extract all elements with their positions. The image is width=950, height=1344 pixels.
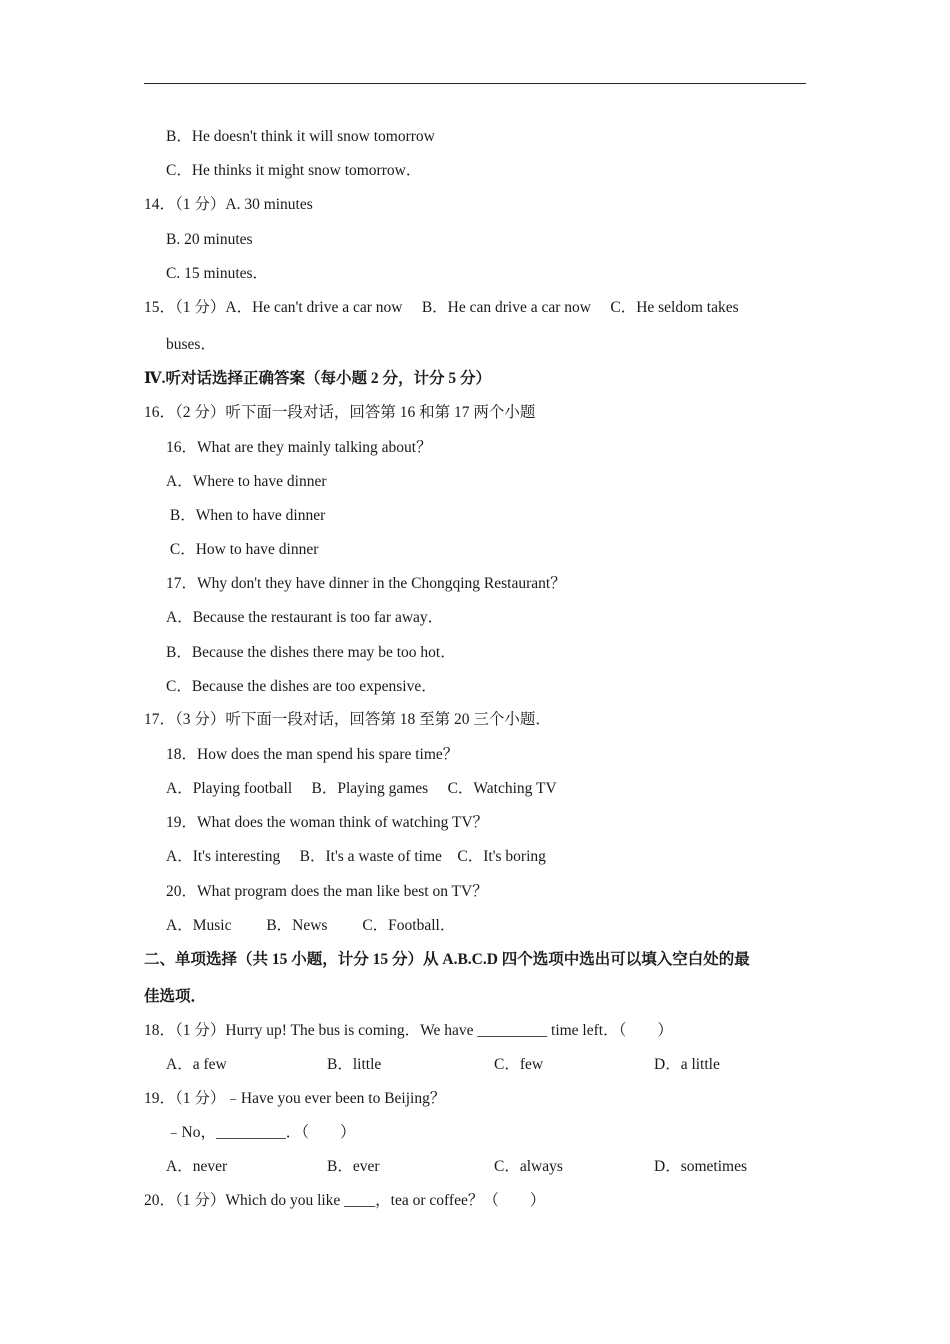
sub16-option-a: A．Where to have dinner xyxy=(166,473,327,490)
section-2-heading: 二、单项选择（共 15 小题，计分 15 分）从 A.B.C.D 四个选项中选出可以填入空白处的最 xyxy=(144,951,750,968)
sub16-option-c: C．How to have dinner xyxy=(166,541,319,558)
sub16-question: 16．What are they mainly talking about？ xyxy=(166,439,432,456)
q18-option-a: A．a few xyxy=(166,1056,227,1073)
q18-option-d: D．a little xyxy=(654,1056,720,1073)
q13-option-c: C．He thinks it might snow tomorrow． xyxy=(166,162,422,179)
q17-stem: 17．（3 分）听下面一段对话，回答第 18 至第 20 三个小题． xyxy=(144,711,551,728)
sub17-question: 17．Why don't they have dinner in the Chongqing Restaurant？ xyxy=(166,575,566,592)
sub17-option-a: A．Because the restaurant is too far away． xyxy=(166,609,444,626)
sub16-option-b: B．When to have dinner xyxy=(166,507,326,524)
sub17-option-b: B．Because the dishes there may be too hot． xyxy=(166,644,456,661)
sub19-options: A．It's interesting B．It's a waste of time C．It's boring xyxy=(166,848,546,865)
q14-option-c: C. 15 minutes． xyxy=(166,265,269,282)
q18-option-c: C．few xyxy=(494,1056,544,1073)
sub20-options: A．Music B．News C．Football． xyxy=(166,917,456,934)
section-iv-heading: Ⅳ.听对话选择正确答案（每小题 2 分，计分 5 分） xyxy=(144,370,491,387)
q19-option-c: C．always xyxy=(494,1158,563,1175)
header-rule xyxy=(144,83,806,84)
section-2-heading-cont: 佳选项． xyxy=(144,988,207,1005)
q19-stem: 19．（1 分）﹣Have you ever been to Beijing？ xyxy=(144,1090,446,1107)
q14-option-a: 14．（1 分）A. 30 minutes xyxy=(144,196,313,213)
q15-options-cont: buses． xyxy=(166,336,216,353)
q16-stem: 16．（2 分）听下面一段对话，回答第 16 和第 17 两个小题 xyxy=(144,404,536,421)
q19-option-d: D．sometimes xyxy=(654,1158,747,1175)
sub17-option-c: C．Because the dishes are too expensive． xyxy=(166,678,437,695)
q18-option-b: B．little xyxy=(327,1056,382,1073)
sub18-question: 18．How does the man spend his spare time？ xyxy=(166,746,459,763)
sub20-question: 20．What program does the man like best on TV？ xyxy=(166,883,488,900)
sub18-options: A．Playing football B．Playing games C．Watching TV xyxy=(166,780,557,797)
q19-option-b: B．ever xyxy=(327,1158,380,1175)
sub19-question: 19．What does the woman think of watching TV？ xyxy=(166,814,489,831)
q15-options: 15．（1 分）A．He can't drive a car now B．He can drive a car now C．He seldom takes xyxy=(144,299,739,316)
q13-option-b: B．He doesn't think it will snow tomorrow xyxy=(166,128,435,145)
q19-reply: ﹣No，_________．（ ） xyxy=(166,1124,356,1141)
q18-stem: 18．（1 分）Hurry up! The bus is coming．We have _________ time left．（ ） xyxy=(144,1022,673,1039)
q20-stem: 20．（1 分）Which do you like ____，tea or coffee？（ ） xyxy=(144,1192,546,1209)
q19-option-a: A．never xyxy=(166,1158,228,1175)
q14-option-b: B. 20 minutes xyxy=(166,231,253,248)
